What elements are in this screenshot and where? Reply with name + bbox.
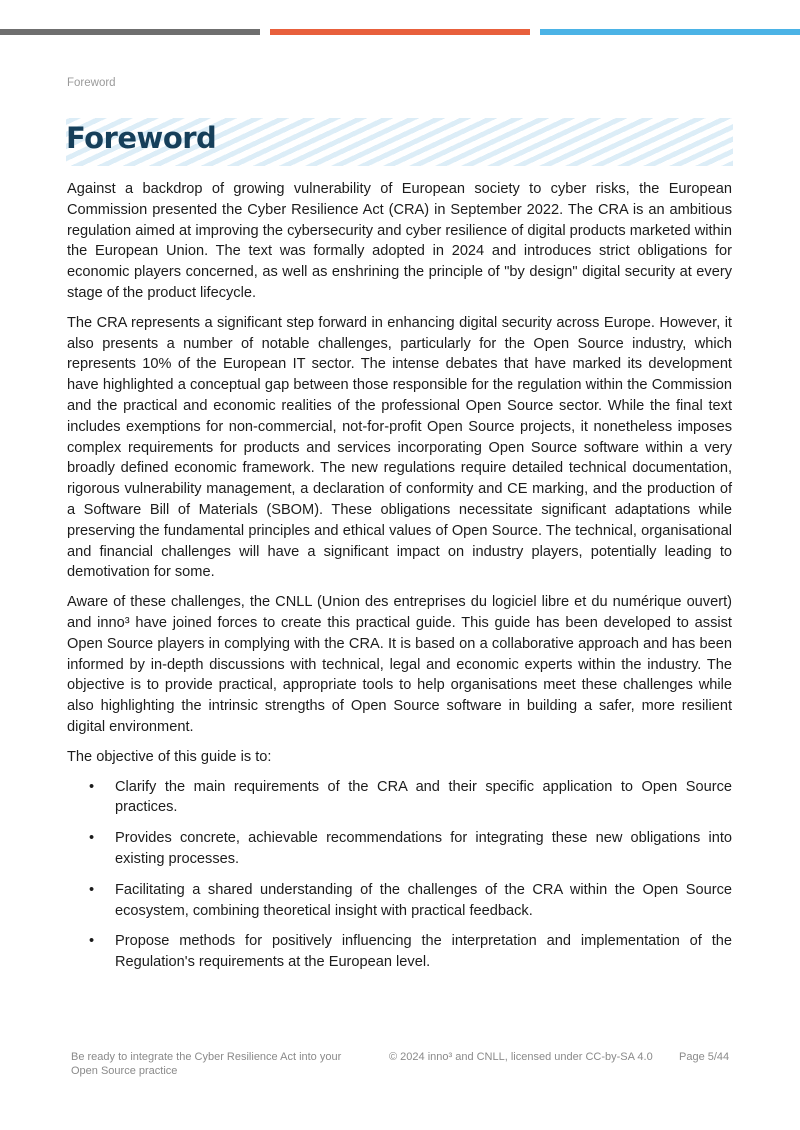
paragraph-challenges: The CRA represents a significant step forward in enhancing digital security across Europe. However, it also presents a number of notable challenges, particularly for the Open Source industry, which represents 10% of the European IT sector. The intense debates that have marked its development have highlighted a conceptual gap between those responsible for the regulation within the Commission and the practical and economic realities of the professional Open Source sector. While the final text includes exemptions for non-commercial, not-for-profit Open Source projects, it nonetheless imposes complex requirements for products and services incorporating Open Source software within a very broadly defined economic framework. The new regulations require detailed technical documentation, rigorous vulnerability management, a declaration of conformity and CE marking, and the production of a Software Bill of Materials (SBOM). These obligations necessitate significant adaptations while preserving the fundamental principles and ethical values of Open Source. The technical, organisational and financial challenges will have a significant impact on industry players, potentially leading to demotivation for some. xyxy=(67,314,732,581)
list-item-text: Clarify the main requirements of the CRA and their specific application to Open Source practices. xyxy=(115,778,732,816)
list-item xyxy=(67,931,732,973)
list-item-text: Provides concrete, achievable recommendations for integrating these new obligations into existing processes. xyxy=(115,830,732,867)
bullet-icon: • xyxy=(89,778,95,795)
body-content xyxy=(67,179,732,983)
objectives-list xyxy=(67,777,732,973)
paragraph-objective-lead: The objective of this guide is to: xyxy=(67,748,272,765)
header-bar-red xyxy=(270,29,530,35)
page-title: Foreword xyxy=(66,121,217,155)
paragraph-intro: Against a backdrop of growing vulnerability of European society to cyber risks, the European Commission presented the Cyber Resilience Act (CRA) in September 2022. The CRA is an ambitious regulation aimed at improving the cybersecurity and cyber resilience of digital products marketed within the European Union. The text was formally adopted in 2024 and introduces strict obligations for economic players concerned, as well as enshrining the principle of "by design" digital security at every stage of the product lifecycle. xyxy=(67,181,732,301)
bullet-icon: • xyxy=(89,830,95,847)
footer-page-number: Page 5/44 xyxy=(679,1051,730,1063)
bullet-icon: • xyxy=(89,933,95,950)
list-item-text: Propose methods for positively influencing the interpretation and implementation of the Regulation's requirements at the European level. xyxy=(115,933,732,971)
paragraph-guide: Aware of these challenges, the CNLL (Union des entreprises du logiciel libre et du numérique ouvert) and inno³ have joined forces to create this practical guide. This guide has been developed to assist Open Source players in complying with the CRA. It is based on a collaborative approach and has been informed by in-depth discussions with technical, legal and economic experts within the industry. The objective is to provide practical, appropriate tools to help organisations meet these challenges while also highlighting the intrinsic strengths of Open Source software in building a safer, more resilient digital environment. xyxy=(67,594,732,735)
header-bar-blue xyxy=(540,29,800,35)
footer-license: © 2024 inno³ and CNLL, licensed under CC-by-SA 4.0 xyxy=(389,1051,653,1063)
list-item xyxy=(67,777,732,819)
bullet-icon: • xyxy=(89,881,95,898)
footer-document-title: Be ready to integrate the Cyber Resilience Act into your Open Source practice xyxy=(71,1051,342,1077)
header-bar-grey xyxy=(0,29,260,35)
running-header: Foreword xyxy=(67,77,116,89)
list-item-text: Facilitating a shared understanding of the challenges of the CRA within the Open Source ecosystem, combining theoretical insight with practical feedback. xyxy=(115,881,732,919)
list-item xyxy=(67,828,732,870)
list-item xyxy=(67,880,732,922)
